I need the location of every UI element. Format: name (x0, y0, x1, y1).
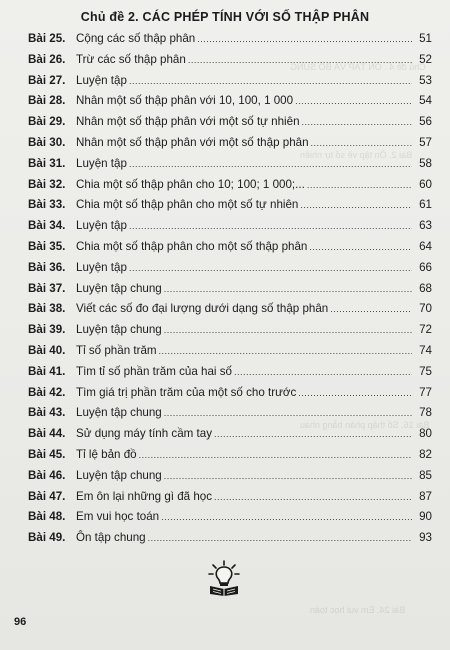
dot-leader (164, 326, 412, 335)
dot-leader (161, 513, 412, 522)
toc-row (28, 406, 432, 427)
lesson-number: Bài 36. (28, 260, 66, 274)
lesson-page: 58 (419, 156, 432, 170)
table-of-contents (28, 32, 432, 552)
lesson-number: Bài 29. (28, 115, 66, 129)
dot-leader (188, 56, 412, 65)
dot-leader (298, 389, 412, 398)
lesson-title: Luyện tập chung (76, 406, 162, 420)
lesson-number: Bài 31. (28, 156, 66, 170)
dot-leader (214, 493, 412, 502)
lesson-page: 57 (419, 135, 432, 149)
lesson-page: 52 (419, 52, 432, 66)
lesson-number: Bài 32. (28, 177, 66, 191)
lesson-number: Bài 34. (28, 219, 66, 233)
toc-row (28, 323, 432, 344)
lesson-page: 90 (419, 510, 432, 524)
toc-row (28, 261, 432, 282)
lesson-page: 53 (419, 73, 432, 87)
dot-leader (148, 534, 412, 543)
lesson-title: Tìm giá trị phần trăm của một số cho trước (76, 385, 297, 399)
toc-row (28, 157, 432, 178)
dot-leader (164, 472, 412, 481)
lesson-number: Bài 48. (28, 510, 66, 524)
show-through-text: Bài 16. Số thập phân bằng nhau (300, 420, 430, 430)
lesson-number: Bài 25. (28, 32, 66, 45)
lesson-title: Luyện tập (76, 73, 127, 87)
lesson-title: Chia một số thập phân cho 10; 100; 1 000;... (76, 177, 305, 191)
dot-leader (164, 409, 412, 418)
show-through-text: Chủ đề 4 . ÔN TẬP VÀ BỔ SUNG (290, 62, 426, 72)
lesson-number: Bài 40. (28, 343, 66, 357)
lesson-title: Luyện tập (76, 260, 127, 274)
dot-leader (300, 201, 412, 210)
dot-leader (129, 264, 412, 273)
toc-row (28, 344, 432, 365)
lesson-page: 80 (419, 427, 432, 441)
dot-leader (129, 77, 412, 86)
toc-row (28, 282, 432, 303)
toc-row (28, 427, 432, 448)
dot-leader (129, 160, 412, 169)
lesson-title: Trừ các số thập phân (76, 52, 186, 66)
lesson-page: 56 (419, 115, 432, 129)
lesson-number: Bài 33. (28, 198, 66, 212)
lightbulb-book-icon (206, 560, 242, 596)
show-through-text: Bài 2. Ôn tập về số tự nhiên (300, 150, 413, 160)
lesson-page: 72 (419, 323, 432, 337)
lesson-title: Chia một số thập phân cho một số tự nhiên (76, 198, 299, 212)
dot-leader (234, 368, 412, 377)
toc-row (28, 490, 432, 511)
lesson-page: 77 (419, 385, 432, 399)
toc-row (28, 302, 432, 323)
lesson-number: Bài 28. (28, 94, 66, 108)
lesson-title: Em ôn lại những gì đã học (76, 489, 213, 503)
lesson-number: Bài 39. (28, 323, 66, 337)
lesson-number: Bài 42. (28, 385, 66, 399)
lesson-number: Bài 37. (28, 281, 66, 295)
dot-leader (311, 139, 412, 148)
lesson-page: 68 (419, 281, 432, 295)
lesson-title: Luyện tập chung (76, 468, 162, 482)
lesson-title: Em vui học toán (76, 510, 160, 524)
dot-leader (139, 451, 412, 460)
dot-leader (164, 285, 412, 294)
lesson-page: 74 (419, 343, 432, 357)
lesson-number: Bài 47. (28, 489, 66, 503)
lesson-number: Bài 46. (28, 468, 66, 482)
lesson-page: 61 (419, 198, 432, 212)
lesson-page: 75 (419, 364, 432, 378)
lesson-number: Bài 38. (28, 302, 66, 316)
toc-row (28, 136, 432, 157)
lesson-number: Bài 41. (28, 364, 66, 378)
toc-row (28, 32, 432, 53)
toc-row (28, 531, 432, 552)
lesson-number: Bài 26. (28, 52, 66, 66)
page-number: 96 (14, 616, 27, 628)
lesson-page: 93 (419, 531, 432, 545)
dot-leader (330, 305, 412, 314)
dot-leader (307, 181, 412, 190)
toc-row (28, 94, 432, 115)
lesson-title: Luyện tập (76, 219, 127, 233)
lesson-title: Viết các số đo đại lượng dưới dạng số thập phân (76, 302, 329, 316)
toc-row (28, 448, 432, 469)
lesson-title: Luyện tập chung (76, 281, 162, 295)
dot-leader (295, 97, 412, 106)
toc-row (28, 510, 432, 531)
lesson-page: 66 (419, 260, 432, 274)
lesson-title: Tìm tỉ số phần trăm của hai số (76, 364, 232, 378)
toc-row (28, 240, 432, 261)
dot-leader (159, 347, 412, 356)
dot-leader (197, 35, 412, 44)
lesson-page: 87 (419, 489, 432, 503)
lesson-page: 60 (419, 177, 432, 191)
dot-leader (309, 243, 412, 252)
toc-row (28, 386, 432, 407)
lesson-title: Ôn tập chung (76, 531, 146, 545)
lesson-number: Bài 27. (28, 73, 66, 87)
lesson-page: 82 (419, 447, 432, 461)
lesson-title: Sử dụng máy tính cầm tay (76, 427, 213, 441)
show-through-text: Bài 24. Em vui học toán (310, 605, 406, 615)
chapter-title: Chủ đề 2. CÁC PHÉP TÍNH VỚI SỐ THẬP PHÂN (80, 10, 370, 24)
lesson-page: 51 (419, 32, 432, 45)
dot-leader (214, 430, 412, 439)
toc-row (28, 365, 432, 386)
lesson-title: Nhân một số thập phân với một số tự nhiên (76, 115, 300, 129)
toc-row (28, 115, 432, 136)
lesson-title: Cộng các số thập phân (76, 32, 196, 45)
toc-row (28, 53, 432, 74)
lesson-number: Bài 49. (28, 531, 66, 545)
toc-row (28, 74, 432, 95)
lesson-page: 54 (419, 94, 432, 108)
lesson-title: Nhân một số thập phân với một số thập phân (76, 135, 309, 149)
toc-row (28, 198, 432, 219)
lesson-title: Nhân một số thập phân với 10, 100, 1 000 (76, 94, 294, 108)
lesson-page: 78 (419, 406, 432, 420)
toc-row (28, 178, 432, 199)
lesson-title: Tỉ số phần trăm (76, 343, 157, 357)
lesson-number: Bài 44. (28, 427, 66, 441)
lesson-number: Bài 30. (28, 135, 66, 149)
lesson-title: Tỉ lệ bản đồ (76, 447, 137, 461)
dot-leader (129, 222, 412, 231)
lesson-number: Bài 43. (28, 406, 66, 420)
lesson-page: 70 (419, 302, 432, 316)
lesson-number: Bài 35. (28, 239, 66, 253)
dot-leader (302, 118, 412, 127)
lesson-page: 63 (419, 219, 432, 233)
toc-row (28, 469, 432, 490)
lesson-title: Luyện tập chung (76, 323, 162, 337)
lesson-title: Chia một số thập phân cho một số thập phân (76, 239, 308, 253)
lesson-title: Luyện tập (76, 156, 127, 170)
toc-row (28, 219, 432, 240)
lesson-page: 85 (419, 468, 432, 482)
lesson-page: 64 (419, 239, 432, 253)
lesson-number: Bài 45. (28, 447, 66, 461)
